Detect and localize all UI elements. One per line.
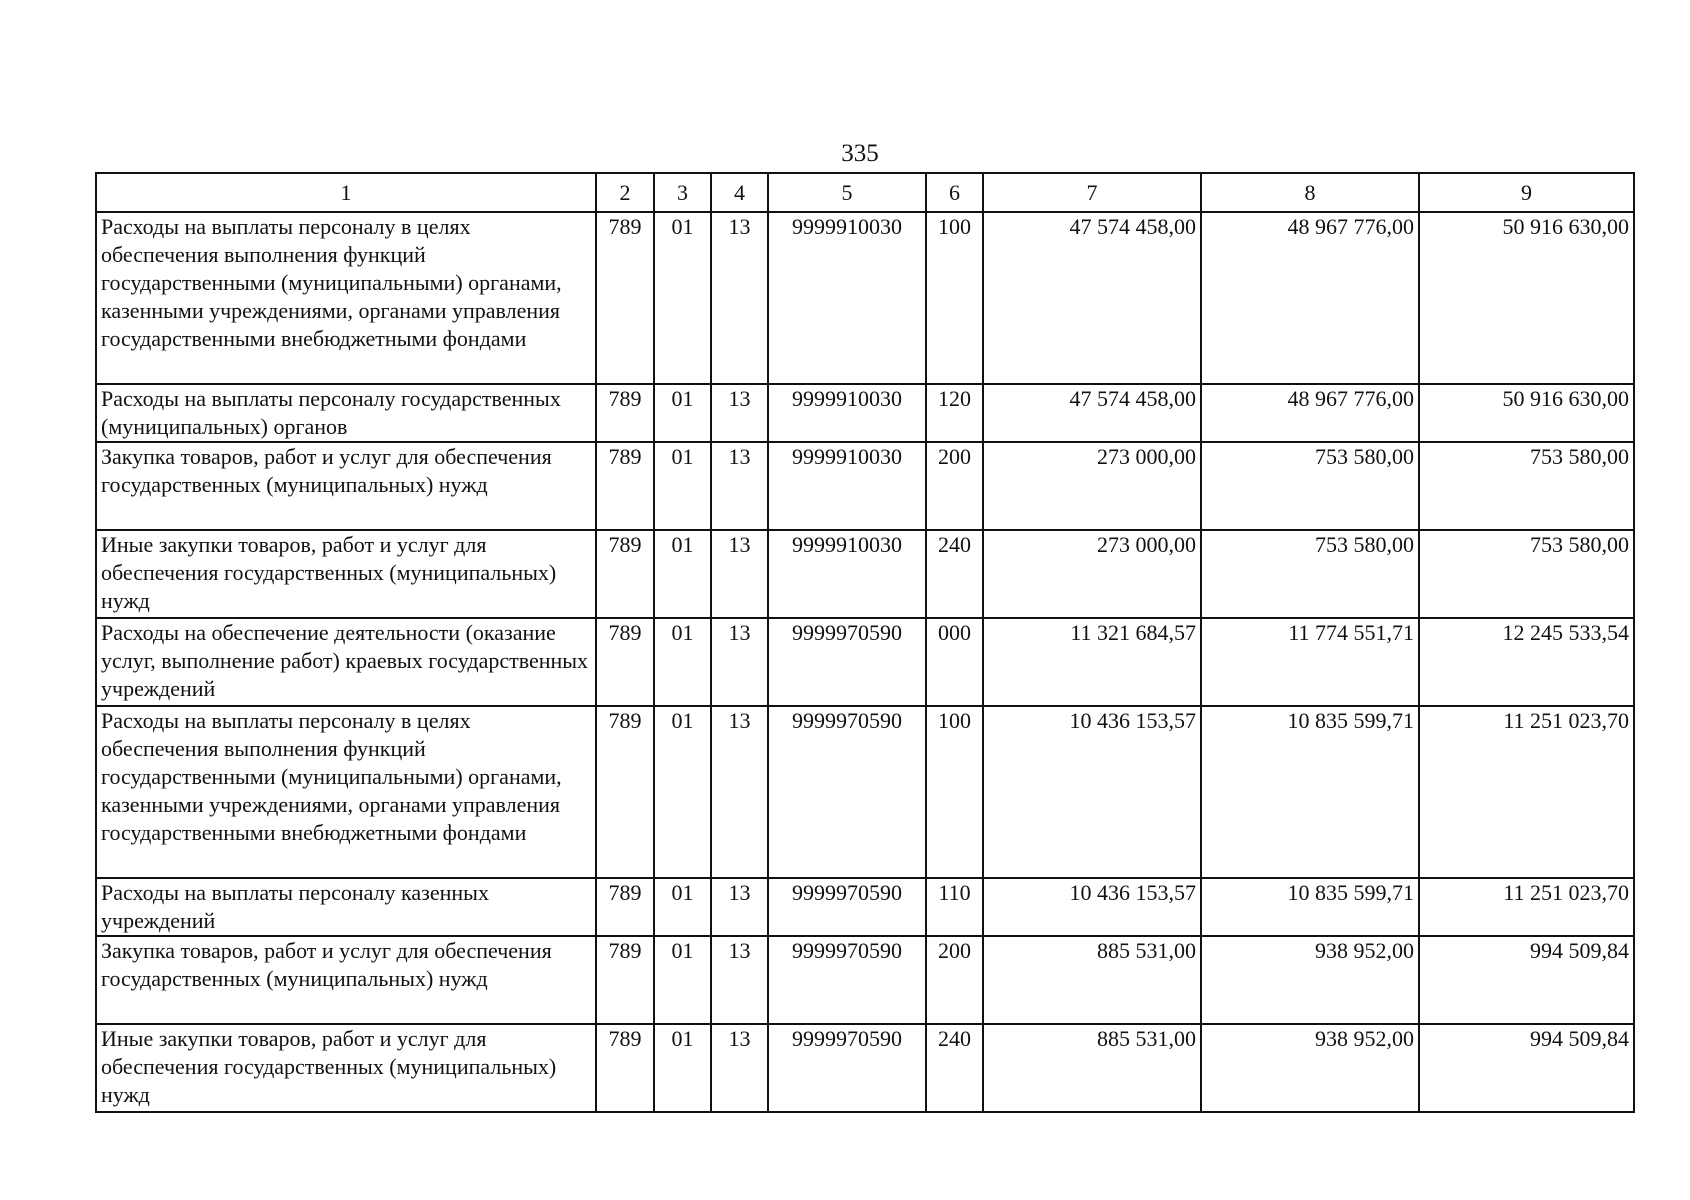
- code-cell: 100: [926, 212, 983, 384]
- code-cell: 120: [926, 384, 983, 442]
- amount-cell: 938 952,00: [1201, 1024, 1419, 1112]
- amount-cell: 12 245 533,54: [1419, 618, 1634, 706]
- code-cell: 9999970590: [768, 618, 926, 706]
- table-row: [96, 878, 1634, 936]
- column-header: 6: [926, 173, 983, 212]
- amount-cell: 753 580,00: [1419, 530, 1634, 618]
- amount-cell: 48 967 776,00: [1201, 212, 1419, 384]
- header-row: [96, 173, 1634, 212]
- amount-cell: 50 916 630,00: [1419, 384, 1634, 442]
- code-cell: 13: [711, 1024, 768, 1112]
- table-row: [96, 618, 1634, 706]
- row-name: Иные закупки товаров, работ и услуг для обеспечения государственных (муниципальных) нужд: [96, 530, 596, 618]
- amount-cell: 994 509,84: [1419, 936, 1634, 1024]
- code-cell: 789: [596, 384, 654, 442]
- row-name: Расходы на выплаты персоналу казенных учреждений: [96, 878, 596, 936]
- table-row: [96, 530, 1634, 618]
- amount-cell: 11 774 551,71: [1201, 618, 1419, 706]
- row-name: Расходы на выплаты персоналу в целях обеспечения выполнения функций государственными (муниципальными) органами, казенными учреждениями, органами управления государственными внебюджетными фондами: [96, 212, 596, 384]
- column-header: 9: [1419, 173, 1634, 212]
- amount-cell: 753 580,00: [1201, 530, 1419, 618]
- amount-cell: 48 967 776,00: [1201, 384, 1419, 442]
- table-row: [96, 212, 1634, 384]
- page-number: 335: [841, 140, 879, 167]
- code-cell: 789: [596, 442, 654, 530]
- amount-cell: 10 835 599,71: [1201, 878, 1419, 936]
- code-cell: 240: [926, 530, 983, 618]
- code-cell: 9999910030: [768, 212, 926, 384]
- code-cell: 100: [926, 706, 983, 878]
- amount-cell: 938 952,00: [1201, 936, 1419, 1024]
- code-cell: 01: [654, 1024, 711, 1112]
- row-name: Расходы на выплаты персоналу государственных (муниципальных) органов: [96, 384, 596, 442]
- code-cell: 789: [596, 936, 654, 1024]
- code-cell: 13: [711, 442, 768, 530]
- code-cell: 9999970590: [768, 706, 926, 878]
- column-header: 4: [711, 173, 768, 212]
- code-cell: 9999970590: [768, 936, 926, 1024]
- amount-cell: 10 835 599,71: [1201, 706, 1419, 878]
- code-cell: 000: [926, 618, 983, 706]
- amount-cell: 10 436 153,57: [983, 706, 1201, 878]
- amount-cell: 753 580,00: [1201, 442, 1419, 530]
- amount-cell: 994 509,84: [1419, 1024, 1634, 1112]
- code-cell: 9999970590: [768, 1024, 926, 1112]
- code-cell: 110: [926, 878, 983, 936]
- code-cell: 240: [926, 1024, 983, 1112]
- table-row: [96, 706, 1634, 878]
- column-header: 7: [983, 173, 1201, 212]
- code-cell: 9999910030: [768, 442, 926, 530]
- code-cell: 789: [596, 1024, 654, 1112]
- table-row: [96, 384, 1634, 442]
- code-cell: 13: [711, 384, 768, 442]
- budget-table: [95, 172, 1635, 1113]
- amount-cell: 273 000,00: [983, 530, 1201, 618]
- code-cell: 01: [654, 384, 711, 442]
- row-name: Иные закупки товаров, работ и услуг для обеспечения государственных (муниципальных) нужд: [96, 1024, 596, 1112]
- amount-cell: 50 916 630,00: [1419, 212, 1634, 384]
- code-cell: 13: [711, 530, 768, 618]
- code-cell: 13: [711, 706, 768, 878]
- code-cell: 200: [926, 936, 983, 1024]
- code-cell: 01: [654, 878, 711, 936]
- column-header: 8: [1201, 173, 1419, 212]
- amount-cell: 11 251 023,70: [1419, 706, 1634, 878]
- code-cell: 789: [596, 530, 654, 618]
- code-cell: 789: [596, 618, 654, 706]
- amount-cell: 11 321 684,57: [983, 618, 1201, 706]
- amount-cell: 47 574 458,00: [983, 384, 1201, 442]
- code-cell: 200: [926, 442, 983, 530]
- code-cell: 9999910030: [768, 384, 926, 442]
- column-header: 1: [96, 173, 596, 212]
- code-cell: 13: [711, 212, 768, 384]
- code-cell: 01: [654, 618, 711, 706]
- code-cell: 9999970590: [768, 878, 926, 936]
- code-cell: 9999910030: [768, 530, 926, 618]
- column-header: 3: [654, 173, 711, 212]
- code-cell: 789: [596, 706, 654, 878]
- table-row: [96, 1024, 1634, 1112]
- code-cell: 13: [711, 878, 768, 936]
- row-name: Расходы на обеспечение деятельности (оказание услуг, выполнение работ) краевых государственных учреждений: [96, 618, 596, 706]
- column-header: 2: [596, 173, 654, 212]
- amount-cell: 885 531,00: [983, 936, 1201, 1024]
- table-row: [96, 442, 1634, 530]
- column-header: 5: [768, 173, 926, 212]
- code-cell: 01: [654, 706, 711, 878]
- amount-cell: 885 531,00: [983, 1024, 1201, 1112]
- row-name: Расходы на выплаты персоналу в целях обеспечения выполнения функций государственными (муниципальными) органами, казенными учреждениями, органами управления государственными внебюджетными фондами: [96, 706, 596, 878]
- amount-cell: 11 251 023,70: [1419, 878, 1634, 936]
- row-name: Закупка товаров, работ и услуг для обеспечения государственных (муниципальных) нужд: [96, 442, 596, 530]
- code-cell: 01: [654, 530, 711, 618]
- code-cell: 789: [596, 212, 654, 384]
- code-cell: 13: [711, 936, 768, 1024]
- amount-cell: 47 574 458,00: [983, 212, 1201, 384]
- table-row: [96, 936, 1634, 1024]
- amount-cell: 273 000,00: [983, 442, 1201, 530]
- amount-cell: 10 436 153,57: [983, 878, 1201, 936]
- code-cell: 01: [654, 936, 711, 1024]
- code-cell: 789: [596, 878, 654, 936]
- row-name: Закупка товаров, работ и услуг для обеспечения государственных (муниципальных) нужд: [96, 936, 596, 1024]
- amount-cell: 753 580,00: [1419, 442, 1634, 530]
- code-cell: 01: [654, 442, 711, 530]
- code-cell: 13: [711, 618, 768, 706]
- code-cell: 01: [654, 212, 711, 384]
